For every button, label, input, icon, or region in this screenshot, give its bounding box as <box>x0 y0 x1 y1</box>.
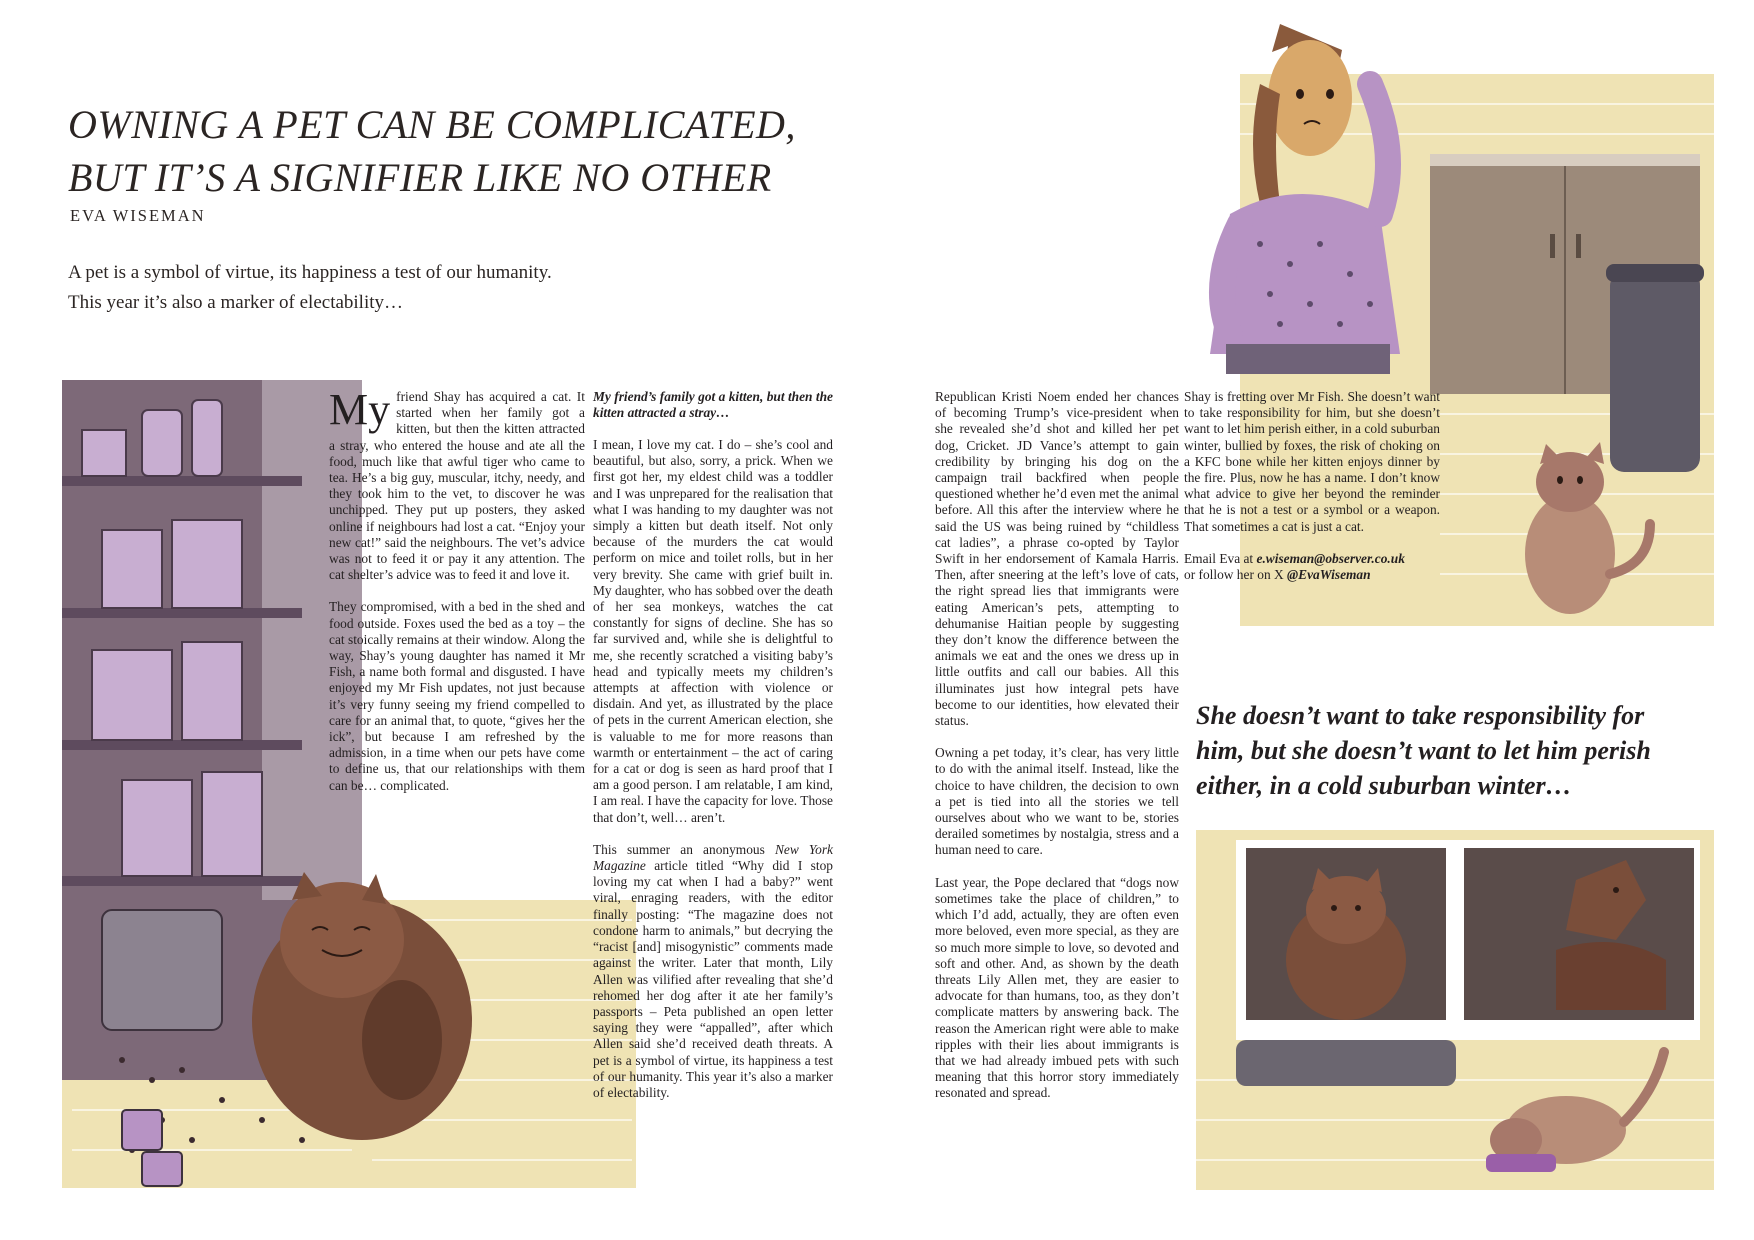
standfirst-line-1: A pet is a symbol of virtue, its happiness a test of our humanity. <box>68 262 552 283</box>
paragraph: Republican Kristi Noem ended her chances of becoming Trump’s vice-president when she revealed she’d shot and killed her pet dog, Cricket. JD Vance’s attempt to gain credibility by bringing his dog on the campaign trail backfired when people questioned whether he’d even met the animal before. All this after the interview where he said the US was being ruined by “childless cat ladies”, a phrase co-opted by Taylor Swift in her endorsement of Kamala Harris. Then, after sneering at the left’s love of cats, the right spread lies that immigrants were eating American’s pets, attempting to dehumanise Haitian people by suggesting they don’t know the difference between the animals we eat and the ones we dress up in little outfits and call our babies. All this illuminates just how integral pets have become to our identities, how elevated their status. <box>935 389 1179 729</box>
doormat-illustration <box>1236 1040 1456 1086</box>
paragraph: They compromised, with a bed in the shed and food outside. Foxes used the bed as a toy – the cat stoically remains at their window. Along the way, Shay’s young daughter has named it Mr Fish, a name both formal and disgusted. I have enjoyed my Mr Fish updates, not just because it’s very funny seeing my friend compelled to care for an animal that, to quote, “gives her the ick”, but because I am refreshed by the admission, in a time when our pets have come to define us, that our relationships with them can be… complicated. <box>329 599 585 793</box>
paragraph: Last year, the Pope declared that “dogs now sometimes take the place of children,” to which I’d add, actually, they are often even more beloved, even more special, as they are so much more simple to love, so devoted and soft and other. And, as shown by the death threats Lily Allen met, they are easier to advocate for than humans, too, as they don’t complicate matters by answering back. The reason the American right were able to make ripples with their lies about immigrants is that we had already imbued pets with such meaning that this horror story immediately resonated and spread. <box>935 874 1179 1101</box>
standfirst <box>68 258 668 318</box>
article-column-2 <box>593 389 833 1117</box>
subheading: My friend’s family got a kitten, but then the kitten attracted a stray… <box>593 389 833 420</box>
contact-line: Email Eva at e.wiseman@observer.co.uk or follow her on X @EvaWiseman <box>1184 550 1405 583</box>
email-link[interactable]: e.wiseman@observer.co.uk <box>1256 550 1405 566</box>
paragraph: My friend Shay has acquired a cat. It started when her family got a kitten, but then the kitten attracted a stray, who entered the house and ate all the food, much like that awful tiger who came to tea. He’s a big guy, muscular, itchy, needy, and they took him to the vet, to discover he was unchipped. They put up posters, they asked online if neighbours had lost a cat. “Enjoy your new cat!” said the neighbours. The vet’s advice was not to feed it or pay it any attention. The cat shelter’s advice was to feed it and love it. <box>329 385 585 583</box>
title-line-1: OWNING A PET CAN BE COMPLICATED, <box>68 102 796 147</box>
standfirst-line-2: This year it’s also a marker of electability… <box>68 292 404 313</box>
paragraph: Owning a pet today, it’s clear, has very little to do with the animal itself. Instead, like the choice to have children, the decision to own a pet is tied into all the stories we tell ourselves about who we want to be, stories derailed sometimes by nostalgia, stress and a human need to care. <box>935 745 1179 858</box>
publication-name: New York Magazine <box>593 841 833 874</box>
paragraph: This summer an anonymous New York Magazine article titled “Why did I stop loving my cat when I had a baby?” went viral, enraging readers, with the editor finally posting: “The magazine does not condone harm to animals,” but decrying the “racist [and] misogynistic” comments made against the writer. Later that month, Lily Allen was vilified after revealing that she’d rehomed her dog after it ate her family’s passports – Peta published an open letter saying they were “appalled”, after which Allen said she’d received death threats. A pet is a symbol of virtue, its happiness a test of our humanity. This year it’s also a marker of electability. <box>593 841 833 1100</box>
social-handle-link[interactable]: @EvaWiseman <box>1287 567 1371 583</box>
author-byline: EVA WISEMAN <box>70 206 206 225</box>
window-fox-cat-illustration <box>1196 830 1714 1190</box>
woman-illustration <box>1210 24 1400 374</box>
article-column-3 <box>935 389 1179 1118</box>
paragraph: Shay is fretting over Mr Fish. She doesn’t want to take responsibility for him, but she doesn’t want to let him perish either, in a cold suburban winter, bullied by foxes, the risk of choking on a KFC bone while her kitten enjoys dinner by the fire. Plus, now he has a name. I don’t know what advice to give her beyond the reminder that he is not a test or a symbol or a weapon. That sometimes a cat is just a cat. <box>1184 389 1440 534</box>
trash-can-illustration <box>1606 264 1704 472</box>
article-column-4 <box>1184 389 1440 599</box>
article-title <box>68 98 828 204</box>
paragraph: I mean, I love my cat. I do – she’s cool and beautiful, but also, sorry, a prick. When we first got her, my eldest child was a toddler and I was unprepared for the realisation that what I was handing to my daughter was not simply a kitten but death itself. Not only because of the murders the cat would perform on mice and toilet rolls, but in her very brevity. She came with grief built in. My daughter, who has sobbed over the death of her sea monkeys, watches the cat constantly for signs of decline. She has so far survived and, while she is delightful to me, she recently scratched a visiting baby’s head and typically meets my children’s attempts at affection with violence or disdain. And yet, as illustrated by the place of pets in the current American election, she is valuable to me for more reasons than warmth or entertainment – the act of caring for a cat or dog is seen as hard proof that I am a good person. I am relatable, I am kind, I am real. I have the capacity for love. Those that don’t, well… aren’t. <box>593 437 833 825</box>
pull-quote: She doesn’t want to take responsibility for him, but she doesn’t want to let him perish either, in a cold suburban winter… <box>1196 701 1651 800</box>
title-line-2: BUT IT’S A SIGNIFIER LIKE NO OTHER <box>68 155 772 200</box>
article-column-1 <box>329 385 585 810</box>
drop-cap: My <box>329 385 391 434</box>
